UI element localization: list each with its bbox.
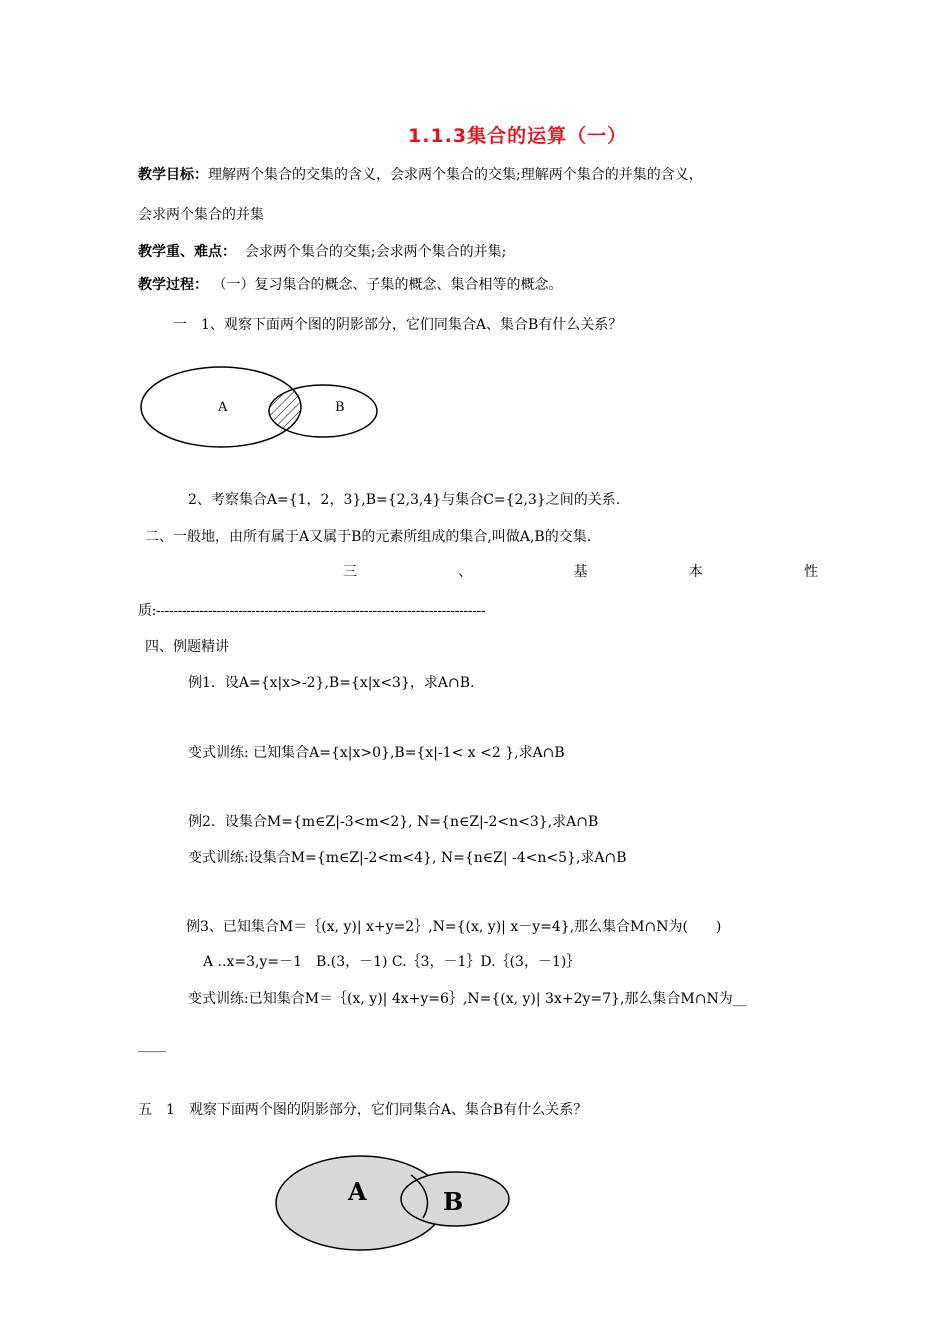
venn-diagram-intersection [130,360,390,450]
section-5-question: 五 1 观察下面两个图的阴影部分，它们同集合A、集合B有什么关系？ [138,1102,588,1118]
s3-char: 、 [458,564,473,580]
process-label: 教学过程： [138,277,208,293]
example-3-options: A ..x=3,y=－1 B.(3，－1) C.｛3，－1｝D.｛(3，－1)｝ [203,954,581,970]
goals-text-continued: 会求两个集合的并集 [138,207,264,223]
set-a-label: A [348,1177,367,1206]
key-points [138,242,506,262]
set-b-label: B [335,400,345,415]
s3-char: 基 [573,564,588,580]
s3-char: 性 [804,564,818,580]
example-2: 例2．设集合M={m∈Z|-3<m<2}, N={n∈Z|-2<n<3},求A∩B [188,814,599,830]
answer-blank: ____ [138,1037,166,1053]
page-title: 1.1.3集合的运算（一） [408,125,628,147]
key-points-label: 教学重、难点： [138,244,236,260]
s3-char: 三 [343,564,357,580]
example-2-variant: 变式训练:设集合M={m∈Z|-2<m<4}, N={n∈Z| -4<n<5},求A∩B [188,850,627,866]
key-points-text: 会求两个集合的交集;会求两个集合的并集; [244,244,507,260]
teaching-goals [138,165,703,185]
question-1: 一 1、观察下面两个图的阴影部分，它们同集合A、集合B有什么关系？ [173,317,623,333]
example-3: 例3、已知集合M＝｛(x, y)| x+y=2｝,N={(x, y)| x－y=4},那么集合M∩N为( ) [186,919,722,935]
process-text: （一）复习集合的概念、子集的概念、集合相等的概念。 [212,277,563,293]
section-4-heading: 四、例题精讲 [145,639,229,655]
section-2-definition: 二、一般地，由所有属于A又属于B的元素所组成的集合,叫做A,B的交集. [145,529,592,545]
venn-diagram-union [270,1148,520,1263]
example-1: 例1．设A={x|x>-2},B={x|x<3}，求A∩B. [188,675,475,691]
goals-label: 教学目标： [138,167,208,183]
s3-char: 本 [688,564,703,580]
section-3-heading [343,562,818,582]
section-3-blank-line: 质:---------------------------------------------------------------------------- [138,603,486,619]
question-2: 2、考察集合A={1，2，3},B={2,3,4}与集合C={2,3}之间的关系. [188,492,621,508]
teaching-process [138,275,562,295]
goals-text: 理解两个集合的交集的含义，会求两个集合的交集;理解两个集合的并集的含义， [208,167,703,183]
set-b-label: B [443,1187,464,1216]
set-a-label: A [218,400,228,415]
example-3-variant: 变式训练:已知集合M＝｛(x, y)| 4x+y=6｝,N={(x, y)| 3x+2y=7},那么集合M∩N为__ [188,991,747,1007]
example-1-variant: 变式训练: 已知集合A={x|x>0},B={x|-1< x <2 },求A∩B [188,745,565,761]
